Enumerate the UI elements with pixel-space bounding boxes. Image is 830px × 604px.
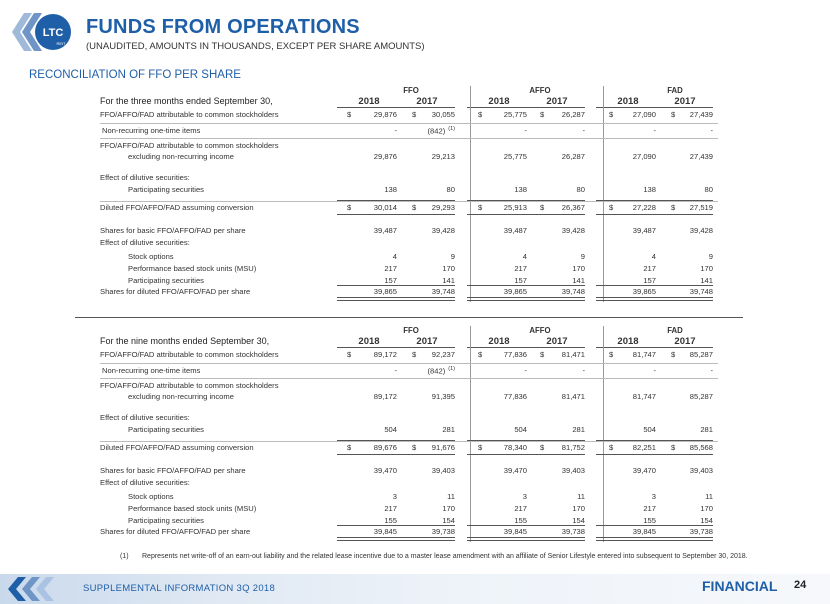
cell-value: 39,865 [373, 287, 397, 296]
cell-value: 9 [580, 252, 585, 261]
cell-value: 26,287 [561, 110, 585, 119]
logo-text: LTC [42, 27, 64, 39]
cell-value: 85,287 [689, 350, 713, 359]
year-header: 2018 [617, 336, 639, 347]
cell-value: 82,251 [632, 443, 656, 452]
row-label: FFO/AFFO/FAD attributable to common stockholders [100, 381, 279, 390]
year-underline [653, 347, 713, 348]
cell-value: 4 [651, 252, 656, 261]
cell-value: 155 [384, 516, 397, 525]
cell-value: - [582, 366, 585, 375]
row-label: Performance based stock units (MSU) [128, 504, 257, 513]
cell-value: 9 [450, 252, 455, 261]
cell-value: 281 [572, 425, 585, 434]
cell-value: (842) $^{(1)}$ [427, 366, 455, 376]
year-underline [337, 347, 397, 348]
cell-value: 217 [514, 504, 527, 513]
table-row [100, 252, 740, 264]
total-rule [596, 454, 656, 455]
cell-value: 27,228 [632, 203, 656, 212]
dollar-sign: $ [540, 203, 545, 212]
total-rule [596, 214, 656, 215]
total-rule [337, 214, 397, 215]
total-rule [395, 454, 455, 455]
cell-value: 39,865 [632, 287, 656, 296]
group-head-fad: FAD [667, 326, 683, 335]
cell-value: 39,487 [503, 226, 527, 235]
shares-rule [337, 285, 397, 286]
cell-value: 39,428 [561, 226, 585, 235]
cell-value: 39,748 [561, 287, 585, 296]
cell-value: 217 [384, 264, 397, 273]
shares-rule [525, 525, 585, 526]
cell-value: 29,876 [373, 110, 397, 119]
ffo-table-nine-months [100, 326, 740, 544]
cell-value: 85,568 [689, 443, 713, 452]
table-row [100, 152, 740, 164]
cell-value: 39,487 [373, 226, 397, 235]
shares-double-rule [337, 537, 397, 541]
section-divider [75, 317, 743, 318]
dollar-sign: $ [347, 443, 352, 452]
total-rule [525, 454, 585, 455]
row-label: Participating securities [128, 516, 204, 525]
cell-value: 89,676 [373, 443, 397, 452]
row-label: excluding non-recurring income [128, 392, 234, 401]
row-label: Non-recurring one-time items [102, 366, 201, 375]
cell-value: 25,775 [503, 152, 527, 161]
cell-value: (842) $^{(1)}$ [427, 126, 455, 136]
row-label: FFO/AFFO/FAD attributable to common stockholders [100, 110, 279, 119]
total-rule [467, 214, 527, 215]
year-header: 2018 [617, 96, 639, 107]
cell-value: 170 [572, 264, 585, 273]
cell-value: 39,738 [689, 527, 713, 536]
cell-value: 81,747 [632, 392, 656, 401]
year-underline [337, 107, 397, 108]
dollar-sign: $ [540, 443, 545, 452]
footnote-text: Represents net write-off of an earn-out liability and the related lease incentive due to a master lease amendment with an affiliate of Senior Lifestyle entered into subsequent to September 30, 2018. [142, 553, 748, 560]
cell-value: 27,519 [689, 203, 713, 212]
year-underline [596, 107, 656, 108]
cell-value: 217 [643, 504, 656, 513]
group-head-affo: AFFO [529, 86, 551, 95]
row-label: Stock options [128, 492, 174, 501]
shares-double-rule [653, 537, 713, 541]
dollar-sign: $ [540, 110, 545, 119]
table-row [100, 425, 740, 437]
year-underline [467, 107, 527, 108]
cell-value: 39,845 [373, 527, 397, 536]
cell-value: 170 [442, 264, 455, 273]
year-header: 2018 [358, 96, 380, 107]
cell-value: 39,738 [431, 527, 455, 536]
cell-value: 81,752 [561, 443, 585, 452]
row-label: FFO/AFFO/FAD attributable to common stockholders [100, 350, 279, 359]
row-label: excluding non-recurring income [128, 152, 234, 161]
cell-value: 281 [700, 425, 713, 434]
cell-value: - [710, 126, 713, 135]
shares-rule [653, 285, 713, 286]
table-row [100, 504, 740, 516]
cell-value: 39,403 [689, 466, 713, 475]
cell-value: 157 [514, 276, 527, 285]
shares-double-rule [467, 297, 527, 301]
cell-value: 29,213 [431, 152, 455, 161]
row-separator [100, 201, 718, 202]
cell-value: - [653, 366, 656, 375]
cell-value: 91,676 [431, 443, 455, 452]
cell-value: 157 [643, 276, 656, 285]
cell-value: 504 [643, 425, 656, 434]
cell-value: 39,845 [632, 527, 656, 536]
dollar-sign: $ [671, 443, 676, 452]
shares-double-rule [525, 537, 585, 541]
year-underline [596, 347, 656, 348]
cell-value: 504 [384, 425, 397, 434]
row-label: Participating securities [128, 185, 204, 194]
ltc-logo [8, 7, 74, 57]
cell-value: 27,439 [689, 152, 713, 161]
cell-value: 39,487 [632, 226, 656, 235]
cell-value: 39,470 [503, 466, 527, 475]
dollar-sign: $ [671, 350, 676, 359]
dollar-sign: $ [609, 203, 614, 212]
cell-value: - [394, 126, 397, 135]
cell-value: 39,403 [561, 466, 585, 475]
cell-value: 39,428 [689, 226, 713, 235]
cell-value: 81,471 [561, 392, 585, 401]
table-row [100, 492, 740, 504]
cell-value: 4 [522, 252, 527, 261]
dollar-sign: $ [609, 350, 614, 359]
row-separator [100, 123, 718, 124]
cell-value: - [394, 366, 397, 375]
shares-rule [467, 525, 527, 526]
year-header: 2017 [546, 336, 568, 347]
cell-value: 141 [442, 276, 455, 285]
cell-value: 170 [572, 504, 585, 513]
dollar-sign: $ [412, 350, 417, 359]
cell-value: 39,470 [632, 466, 656, 475]
row-label: Shares for basic FFO/AFFO/FAD per share [100, 466, 246, 475]
shares-rule [395, 525, 455, 526]
cell-value: 89,172 [373, 392, 397, 401]
cell-value: 3 [651, 492, 656, 501]
dollar-sign: $ [412, 110, 417, 119]
table-row [100, 366, 740, 378]
shares-double-rule [395, 297, 455, 301]
row-label: Performance based stock units (MSU) [128, 264, 257, 273]
shares-rule [467, 285, 527, 286]
row-separator [100, 138, 718, 139]
shares-rule [525, 285, 585, 286]
cell-value: - [653, 126, 656, 135]
table-row [100, 392, 740, 404]
cell-value: 77,836 [503, 350, 527, 359]
dollar-sign: $ [347, 203, 352, 212]
year-underline [395, 347, 455, 348]
table-row [100, 173, 740, 185]
cell-value: 3 [522, 492, 527, 501]
year-header: 2017 [416, 96, 438, 107]
shares-rule [596, 525, 656, 526]
row-label: Effect of dilutive securities: [100, 413, 190, 422]
shares-rule [395, 285, 455, 286]
cell-value: 27,439 [689, 110, 713, 119]
dollar-sign: $ [412, 443, 417, 452]
cell-value: 81,471 [561, 350, 585, 359]
cell-value: 138 [514, 185, 527, 194]
table-row [100, 226, 740, 238]
year-underline [525, 347, 585, 348]
year-header: 2017 [674, 336, 696, 347]
cell-value: 281 [442, 425, 455, 434]
cell-value: 39,738 [561, 527, 585, 536]
shares-double-rule [337, 297, 397, 301]
dollar-sign: $ [671, 203, 676, 212]
logo-subtext: REIT [56, 41, 66, 46]
table-row [100, 466, 740, 478]
footnote-marker: (1) [448, 126, 455, 132]
cell-value: 85,287 [689, 392, 713, 401]
cell-value: 89,172 [373, 350, 397, 359]
cell-value: - [524, 366, 527, 375]
cell-value: 92,237 [431, 350, 455, 359]
cell-value: 170 [442, 504, 455, 513]
cell-value: 39,428 [431, 226, 455, 235]
cell-value: - [524, 126, 527, 135]
cell-value: 81,747 [632, 350, 656, 359]
dollar-sign: $ [478, 350, 483, 359]
cell-value: 27,090 [632, 110, 656, 119]
footer-supplemental-label: SUPPLEMENTAL INFORMATION 3Q 2018 [83, 583, 276, 594]
year-header: 2017 [546, 96, 568, 107]
row-label: Shares for basic FFO/AFFO/FAD per share [100, 226, 246, 235]
cell-value: 157 [384, 276, 397, 285]
table-row [100, 478, 740, 490]
footer-chevron-icon [6, 575, 66, 603]
page-subtitle: (UNAUDITED, AMOUNTS IN THOUSANDS, EXCEPT PER SHARE AMOUNTS) [86, 41, 425, 52]
year-underline [467, 347, 527, 348]
year-underline [395, 107, 455, 108]
cell-value: 26,367 [561, 203, 585, 212]
cell-value: 11 [447, 492, 455, 501]
table-row [100, 264, 740, 276]
row-label: Stock options [128, 252, 174, 261]
cell-value: 29,293 [431, 203, 455, 212]
cell-value: 138 [384, 185, 397, 194]
year-header: 2018 [488, 336, 510, 347]
group-head-affo: AFFO [529, 326, 551, 335]
page-number: 24 [794, 579, 807, 591]
cell-value: 77,836 [503, 392, 527, 401]
period-label: For the nine months ended September 30, [100, 336, 270, 346]
cell-value: 504 [514, 425, 527, 434]
cell-value: 138 [643, 185, 656, 194]
group-head-ffo: FFO [403, 326, 419, 335]
cell-value: 80 [704, 185, 713, 194]
cell-value: 217 [643, 264, 656, 273]
cell-value: 141 [700, 276, 713, 285]
group-head-fad: FAD [667, 86, 683, 95]
cell-value: 39,865 [503, 287, 527, 296]
shares-double-rule [467, 537, 527, 541]
row-label: Effect of dilutive securities: [100, 173, 190, 182]
shares-double-rule [395, 537, 455, 541]
cell-value: 170 [700, 504, 713, 513]
total-rule [395, 214, 455, 215]
table-row [100, 185, 740, 197]
cell-value: 91,395 [431, 392, 455, 401]
period-label: For the three months ended September 30, [100, 96, 273, 106]
dollar-sign: $ [347, 110, 352, 119]
cell-value: 25,913 [503, 203, 527, 212]
year-underline [525, 107, 585, 108]
shares-double-rule [653, 297, 713, 301]
row-label: Participating securities [128, 425, 204, 434]
cell-value: 26,287 [561, 152, 585, 161]
table-row [100, 350, 740, 362]
cell-value: 11 [705, 492, 713, 501]
cell-value: 78,340 [503, 443, 527, 452]
dollar-sign: $ [609, 443, 614, 452]
shares-rule [596, 285, 656, 286]
ffo-table-three-months [100, 86, 740, 304]
cell-value: 29,876 [373, 152, 397, 161]
cell-value: - [582, 126, 585, 135]
page-title: FUNDS FROM OPERATIONS [86, 16, 360, 38]
dollar-sign: $ [478, 110, 483, 119]
shares-rule [653, 525, 713, 526]
cell-value: 217 [514, 264, 527, 273]
row-separator [100, 378, 718, 379]
row-label: Diluted FFO/AFFO/FAD assuming conversion [100, 203, 254, 212]
dollar-sign: $ [412, 203, 417, 212]
cell-value: 30,055 [431, 110, 455, 119]
row-separator [100, 441, 718, 442]
total-rule [525, 214, 585, 215]
shares-double-rule [596, 537, 656, 541]
cell-value: 27,090 [632, 152, 656, 161]
dollar-sign: $ [609, 110, 614, 119]
shares-double-rule [525, 297, 585, 301]
cell-value: 80 [576, 185, 585, 194]
row-label: Effect of dilutive securities: [100, 238, 190, 247]
table-row [100, 126, 740, 138]
table-row [100, 413, 740, 425]
total-rule [653, 214, 713, 215]
row-label: Diluted FFO/AFFO/FAD assuming conversion [100, 443, 254, 452]
cell-value: 4 [392, 252, 397, 261]
total-rule [653, 454, 713, 455]
dollar-sign: $ [347, 350, 352, 359]
cell-value: 39,845 [503, 527, 527, 536]
cell-value: 170 [700, 264, 713, 273]
table-row [100, 110, 740, 122]
row-label: Participating securities [128, 276, 204, 285]
row-label: Shares for diluted FFO/AFFO/FAD per share [100, 527, 251, 536]
group-head-ffo: FFO [403, 86, 419, 95]
dollar-sign: $ [478, 443, 483, 452]
cell-value: 11 [577, 492, 585, 501]
row-label: Shares for diluted FFO/AFFO/FAD per share [100, 287, 251, 296]
table-row [100, 238, 740, 250]
year-header: 2018 [358, 336, 380, 347]
cell-value: 39,470 [373, 466, 397, 475]
cell-value: 141 [572, 276, 585, 285]
section-title: RECONCILIATION OF FFO PER SHARE [29, 69, 241, 81]
row-label: FFO/AFFO/FAD attributable to common stockholders [100, 141, 279, 150]
total-rule [467, 454, 527, 455]
footnote-marker: (1) [448, 366, 455, 372]
cell-value: 217 [384, 504, 397, 513]
cell-value: 39,748 [689, 287, 713, 296]
cell-value: 155 [643, 516, 656, 525]
dollar-sign: $ [478, 203, 483, 212]
year-underline [653, 107, 713, 108]
cell-value: 39,403 [431, 466, 455, 475]
year-header: 2018 [488, 96, 510, 107]
dollar-sign: $ [671, 110, 676, 119]
row-separator [100, 363, 718, 364]
dollar-sign: $ [540, 350, 545, 359]
cell-value: 155 [514, 516, 527, 525]
cell-value: 154 [700, 516, 713, 525]
cell-value: 80 [446, 185, 455, 194]
row-label: Effect of dilutive securities: [100, 478, 190, 487]
cell-value: 25,775 [503, 110, 527, 119]
shares-rule [337, 525, 397, 526]
cell-value: - [710, 366, 713, 375]
row-label: Non-recurring one-time items [102, 126, 201, 135]
year-header: 2017 [674, 96, 696, 107]
cell-value: 9 [708, 252, 713, 261]
total-rule [337, 454, 397, 455]
cell-value: 39,748 [431, 287, 455, 296]
cell-value: 154 [442, 516, 455, 525]
footnote-number: (1) [120, 553, 129, 560]
cell-value: 3 [392, 492, 397, 501]
shares-double-rule [596, 297, 656, 301]
footer-financial-label: FINANCIAL [702, 578, 778, 594]
cell-value: 30,014 [373, 203, 397, 212]
year-header: 2017 [416, 336, 438, 347]
cell-value: 154 [572, 516, 585, 525]
